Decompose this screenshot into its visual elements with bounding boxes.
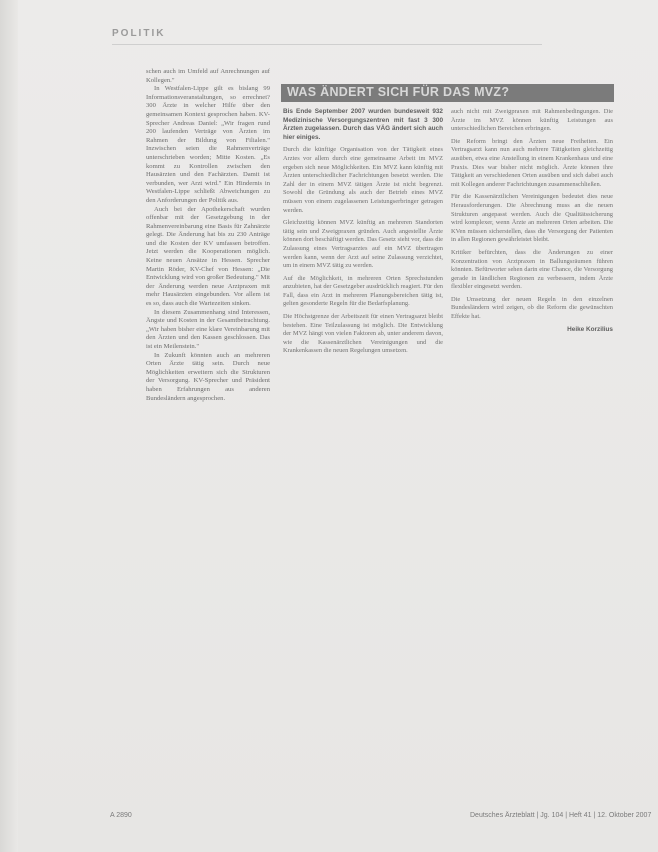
info-box-paragraph: auch nicht mit Zweigpraxen mit Rahmenbedingungen. Die Ärzte im MVZ können künftig Leistungen aus unterschiedlichen Bereichen erbringen. bbox=[451, 108, 613, 133]
info-box bbox=[281, 84, 614, 440]
info-box-paragraph: Die Umsetzung der neuen Regeln in den einzelnen Bundesländern wird zeigen, ob die Reform die gewünschten Effekte hat. bbox=[451, 295, 613, 321]
info-box-header bbox=[281, 84, 614, 102]
info-box-paragraph: Die Reform bringt den Ärzten neue Freiheiten. Ein Vertragsarzt kann nun auch mehrere Tätigkeiten gleichzeitig ausüben, etwa eine Anstellung in einem Krankenhaus und eine Praxis. Dies war bisher nicht möglich. Ärzte können ihre Tätigkeit an verschiedenen Orten ausüben und sich dabei auch mit Kollegen anderer Fachrichtungen zusammenschließen. bbox=[451, 137, 613, 188]
info-box-column-1 bbox=[283, 108, 443, 360]
left-paragraph: In Zukunft könnten auch an mehreren Orten Ärzte tätig sein. Durch neue Möglichkeiten erweitern sich die Strukturen der Versorgung. KV-Sprecher und Präsident haben Erfahrungen aus anderen Bundesländern angesprochen. bbox=[146, 351, 270, 402]
info-box-paragraph: Auf die Möglichkeit, in mehreren Orten Sprechstunden anzubieten, hat der Gesetzgeber ausdrücklich reagiert. Für den Fall, dass ein Arzt in mehreren Planungsbereichen tätig ist, gelten gesonderte Regeln für die Bedarfsplanung. bbox=[283, 274, 443, 308]
left-paragraph: In Westfalen-Lippe gilt es bislang 99 Informationsveranstaltungen, so errechnet? 300 Ärzte in welcher Hilfe über den gemeinsamen Kontext gesprochen haben. KV-Sprecher Andreas Daniel: „Wir fragen rund 200 laufenden Verträge von Ärzten im Rahmen der Bildung von Filialen." Inzwischen seien die Rahmenverträge unterschrieben worden; Mitte Kosten. „Es kommt zu Kontrollen zwischen den Hausärzten und den Fachärzten. Damit ist verbunden, wer Arzt wird." Ein Hindernis in Westfalen-Lippe schließt Abweichungen zu den Anforderungen der Politik aus. bbox=[146, 85, 270, 204]
info-box-column-2 bbox=[451, 108, 613, 334]
info-box-paragraph: Durch die künftige Organisation von der Tätigkeit eines Arztes vor allem durch eine gemeinsame Arbeit im MVZ ergeben sich neue Möglichkeiten. Ein MVZ kann künftig mit Ärzten unterschiedlicher Fachrichtungen besetzt werden. Die Zahl der in einem MVZ tätigen Ärzte ist nicht begrenzt. Sowohl die Gründung als auch der Betrieb eines MVZ müssen von einem zugelassenen Leistungserbringer getragen werden. bbox=[283, 146, 443, 214]
page-edge-shadow bbox=[0, 0, 18, 852]
section-label: POLITIK bbox=[112, 28, 166, 39]
left-paragraph: schen auch im Umfeld auf Anrechnungen auf Kollegen." bbox=[146, 68, 270, 84]
journal-citation: Deutsches Ärzteblatt | Jg. 104 | Heft 41 | 12. Oktober 2007 bbox=[470, 812, 652, 819]
page-number: A 2890 bbox=[110, 812, 132, 819]
author-byline: Heike Korzilius bbox=[567, 325, 613, 333]
info-box-paragraph: Kritiker befürchten, dass die Änderungen zu einer Konzentration von Arztpraxen in Ballungsräumen führen könnten. Befürworter sehen darin eine Chance, die Versorgung gerade in ländlichen Regionen zu verbessern, indem Ärzte flexibler eingesetzt werden. bbox=[451, 248, 613, 291]
info-box-paragraph: Gleichzeitig können MVZ künftig an mehreren Standorten tätig sein und Zweigpraxen gründen. Auch angestellte Ärzte können dort beschäftigt werden. Das Gesetz sieht vor, dass die Zulassung eines Vertragsarztes auf ein MVZ übertragen werden kann, wenn der Arzt auf seine Zulassung verzichtet, um in einem MVZ tätig zu werden. bbox=[283, 219, 443, 270]
info-box-paragraph: Für die Kassenärztlichen Vereinigungen bedeutet dies neue Herausforderungen. Die Abrechnung muss an die neuen Strukturen angepasst werden. Auch die Qualitätssicherung wird komplexer, wenn Ärzte an mehreren Orten arbeiten. Die KVen müssen sicherstellen, dass die Versorgung der Patienten in allen Regionen gewährleistet bleibt. bbox=[451, 193, 613, 244]
left-column bbox=[146, 68, 270, 403]
left-paragraph: In diesem Zusammenhang sind Interessen, Ängste und Kosten in der Gesamtbetrachtung. „Wir haben bisher eine klare Vereinbarung mit den Ärzten und den Kassen geschlossen. Das ist ein Meilenstein." bbox=[146, 308, 270, 350]
info-box-title: WAS ÄNDERT SICH FÜR DAS MVZ? bbox=[287, 85, 510, 99]
left-paragraph: Auch bei der Apothekerschaft wurden offenbar mit der Gesetzgebung in der Rahmenvereinbarung eine Basis für Zahnärzte gelegt. Die Änderung hat bis zu 230 Anträge und die Kosten der KV umfassen betroffen. Jetzt werden die Kooperationen möglich. Keine neuen Ansätze in Hessen. Sprecher Martin Röder, KV-Chef von Hessen: „Die Entwicklung wird von großer Bedeutung." Mit der Änderung werden neue Arztpraxen mit mehr Hausärzten eingebunden. Vor allem ist es so, dass auch die Wartezeiten sinken. bbox=[146, 205, 270, 308]
info-box-paragraph: Die Höchstgrenze der Arbeitszeit für einen Vertragsarzt bleibt bestehen. Eine Teilzulassung ist möglich. Die Entwicklung der MVZ hängt von vielen Faktoren ab, unter anderem davon, wie die Kassenärztlichen Vereinigungen und die Krankenkassen die neuen Regelungen umsetzen. bbox=[283, 313, 443, 355]
info-box-lead: Bis Ende September 2007 wurden bundesweit 932 Medizinische Versorgungszentren mit fast 3 300 Ärzten zugelassen. Durch das VÄG ändert sich auch hier einiges. bbox=[283, 108, 443, 141]
section-rule bbox=[112, 44, 542, 45]
